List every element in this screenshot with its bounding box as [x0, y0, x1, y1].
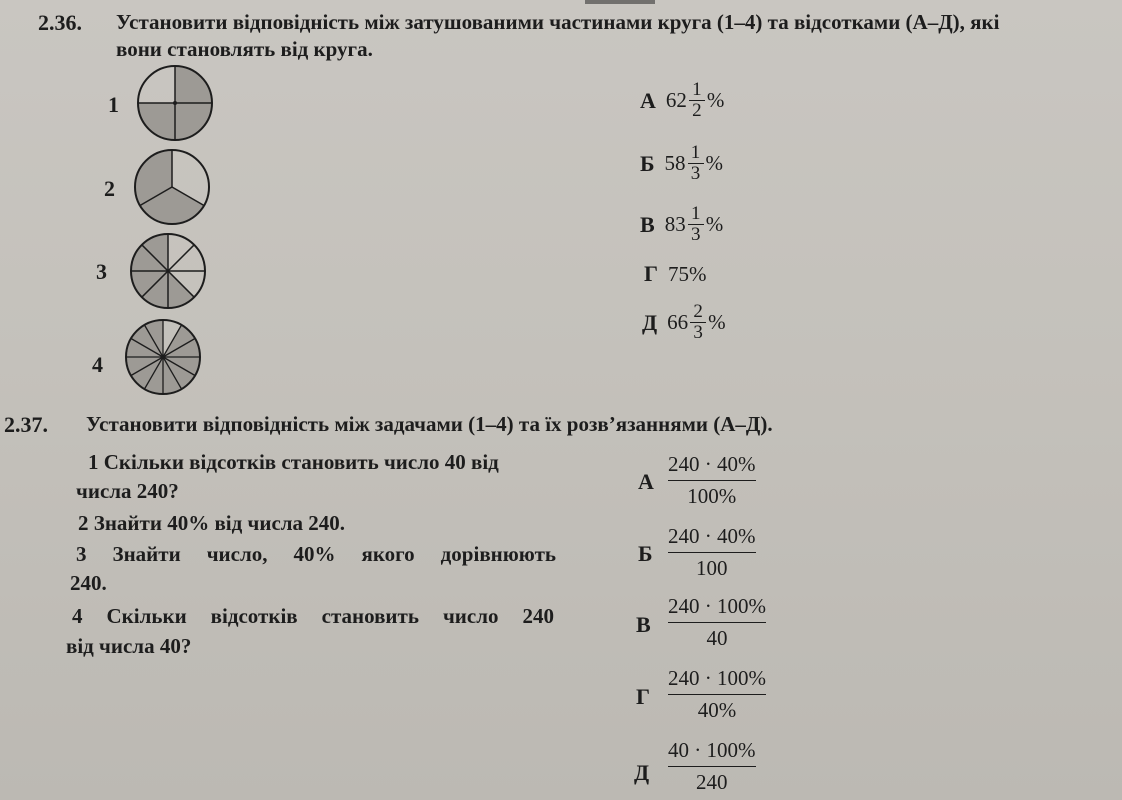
problem-1-line2: числа 240?	[76, 479, 179, 503]
option-a-num: 1	[692, 79, 702, 100]
solution-g-fraction	[668, 666, 766, 723]
option-b-num: 1	[690, 142, 701, 163]
solution-b-num: 240 · 40%	[668, 524, 756, 548]
option-a-whole: 62	[665, 88, 687, 112]
option-b	[640, 143, 723, 184]
solution-d-fraction	[668, 738, 756, 795]
problem-3	[76, 542, 556, 567]
solution-g-num: 240 · 100%	[668, 666, 766, 690]
solution-d-num: 40 · 100%	[668, 738, 756, 762]
circles-figure	[0, 0, 260, 410]
page-top-artifact	[585, 0, 655, 4]
solution-g-letter: Г	[636, 684, 650, 709]
solution-a-letter: А	[638, 469, 654, 494]
option-a	[640, 80, 724, 121]
circle-1	[138, 66, 212, 140]
circle-label-2: 2	[104, 176, 115, 201]
option-d-num: 2	[693, 301, 703, 322]
option-v-pct: %	[705, 212, 724, 236]
option-g	[644, 261, 707, 287]
circle-4	[126, 320, 200, 394]
option-d-den: 3	[693, 322, 703, 343]
solution-v-den: 40	[706, 626, 728, 650]
option-v-num: 1	[690, 203, 701, 224]
solution-d-den: 240	[696, 770, 728, 794]
task-237-number: 2.37.	[4, 412, 48, 437]
option-v-whole: 83	[664, 212, 686, 236]
option-v-letter: В	[640, 211, 655, 237]
problem-2-number: 2	[78, 511, 89, 535]
circle-label-3: 3	[96, 259, 107, 284]
solution-v-fraction	[668, 594, 766, 651]
problem-4-line2: від числа 40?	[66, 634, 192, 658]
option-g-letter: Г	[644, 261, 658, 286]
task-236-text-line2: вони становлять від круга.	[116, 37, 373, 61]
option-g-value: 75%	[668, 261, 707, 286]
circle-label-1: 1	[108, 92, 119, 117]
problem-2	[78, 511, 345, 536]
problem-4	[72, 604, 554, 629]
option-a-den: 2	[692, 100, 702, 121]
problem-3-number: 3	[76, 542, 87, 566]
option-v-den: 3	[690, 224, 701, 245]
option-a-pct: %	[706, 88, 725, 112]
option-b-whole: 58	[664, 151, 686, 175]
problem-4-number: 4	[72, 604, 83, 628]
solution-b-den: 100	[696, 556, 728, 580]
problem-1-line1: Скільки відсотків становить число 40 від	[103, 450, 499, 474]
option-v	[640, 204, 723, 245]
problem-4-line1: Скільки відсотків становить число 240	[106, 604, 554, 628]
task-236-text-line1: Установити відповідність між затушованими частинами круга (1–4) та відсотками (А–Д), які	[116, 10, 1000, 34]
solution-g-den: 40%	[697, 698, 737, 722]
solution-a-num: 240 · 40%	[668, 452, 756, 476]
option-d-pct: %	[708, 310, 726, 334]
circle-2	[135, 150, 209, 224]
solution-a-fraction	[668, 452, 756, 509]
option-a-letter: А	[640, 87, 656, 113]
solution-b-fraction	[668, 524, 756, 581]
solution-v-num: 240 · 100%	[668, 594, 766, 618]
option-b-pct: %	[705, 151, 724, 175]
option-d-whole: 66	[667, 310, 689, 334]
problem-3-line2: 240.	[70, 571, 107, 595]
circle-3	[131, 234, 205, 308]
option-b-den: 3	[690, 163, 701, 184]
solution-b-letter: Б	[638, 541, 653, 566]
problem-3-line1: Знайти число, 40% якого дорівнюють	[112, 542, 556, 566]
solution-v-letter: В	[636, 612, 651, 637]
task-236-number: 2.36.	[38, 10, 82, 35]
problem-1	[88, 450, 499, 475]
option-b-letter: Б	[640, 150, 655, 176]
problem-2-line1: Знайти 40% від числа 240.	[93, 511, 346, 535]
task-237-title: Установити відповідність між задачами (1–4) та їх розв’язаннями (А–Д).	[86, 412, 773, 436]
solution-a-den: 100%	[687, 484, 737, 508]
solution-d-letter: Д	[634, 760, 650, 785]
option-d-letter: Д	[642, 309, 658, 335]
circle-label-4: 4	[92, 352, 103, 377]
option-d	[642, 302, 726, 343]
problem-1-number: 1	[88, 450, 99, 474]
